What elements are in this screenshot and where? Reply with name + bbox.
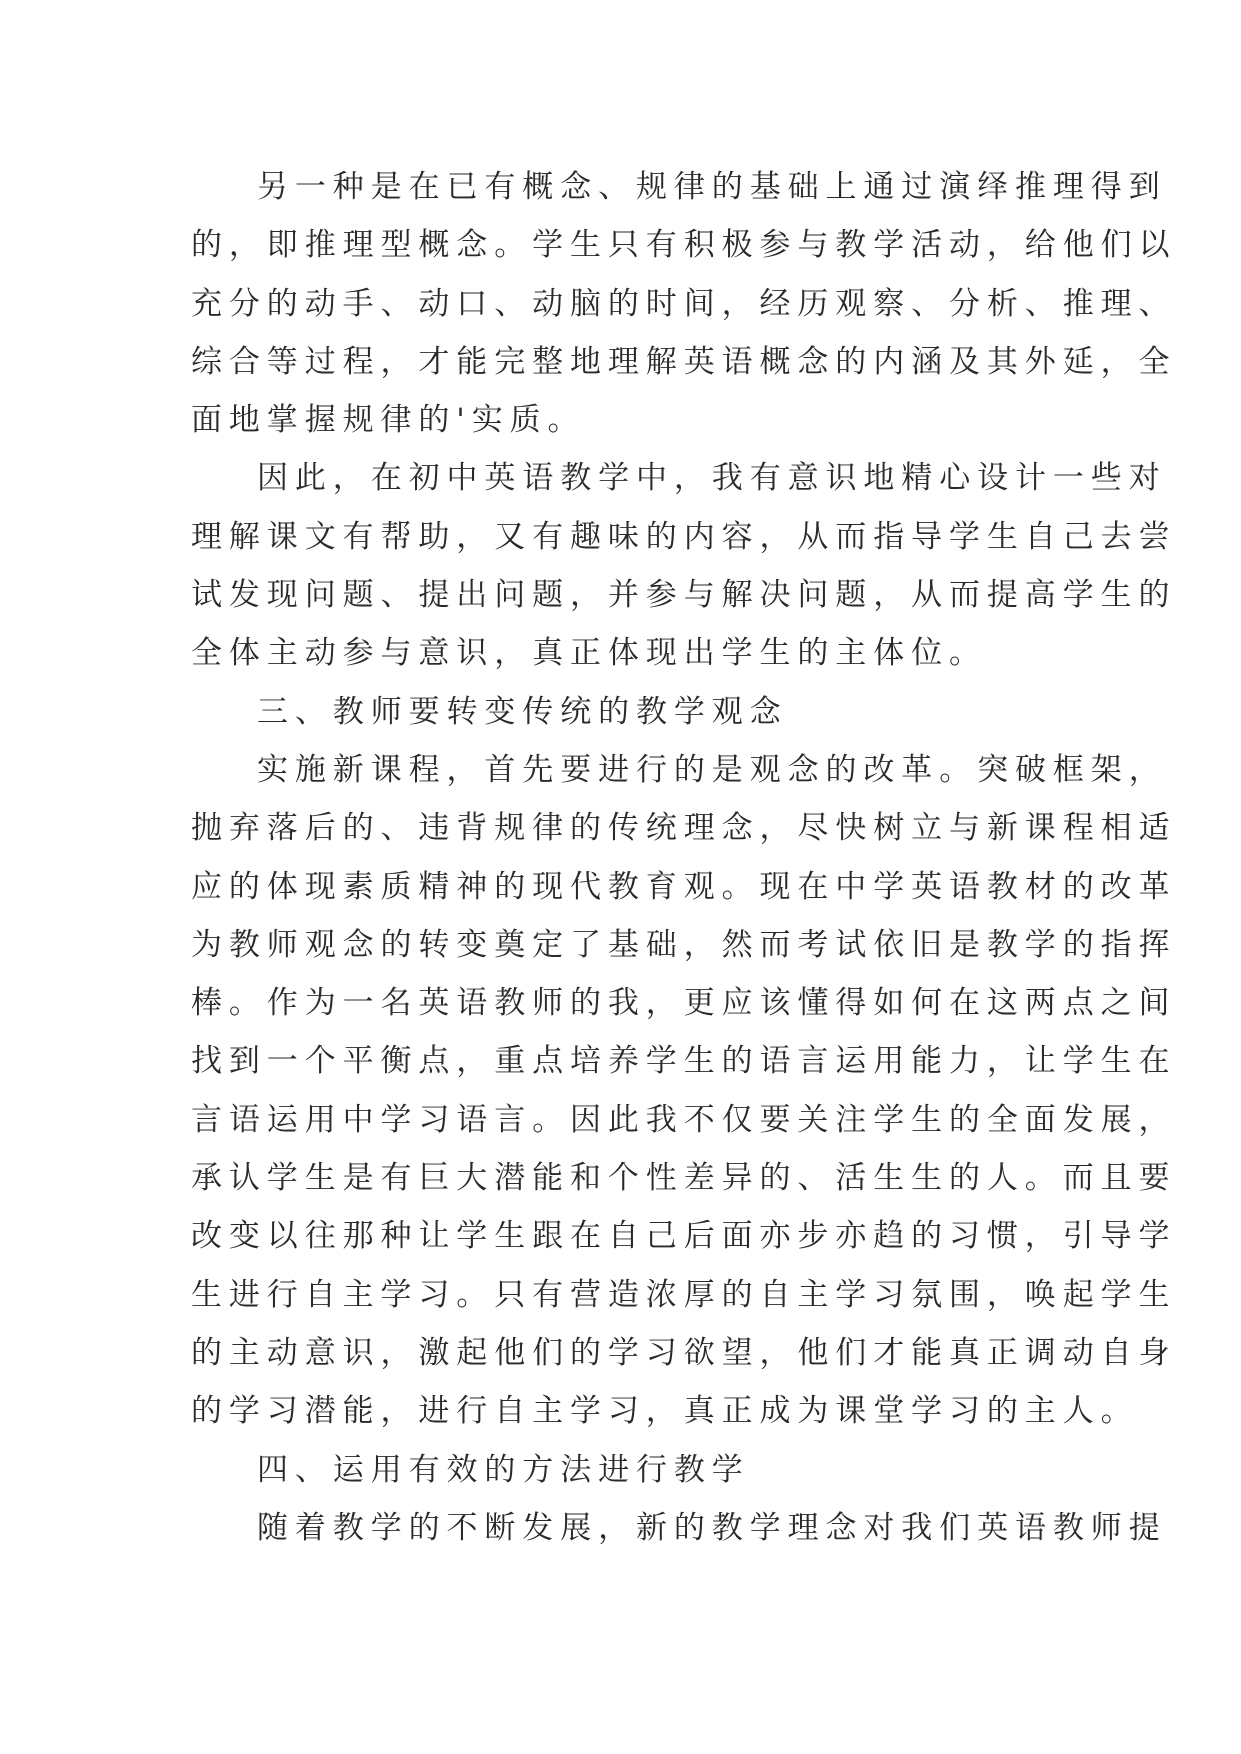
text-line: 的，即推理型概念。学生只有积极参与教学活动，给他们以	[191, 227, 1177, 264]
text-line: 实施新课程，首先要进行的是观念的改革。突破框架，	[257, 751, 1167, 788]
text-line: 试发现问题、提出问题，并参与解决问题，从而提高学生的	[191, 577, 1177, 614]
body-text	[191, 158, 1177, 1557]
text-line: 应的体现素质精神的现代教育观。现在中学英语教材的改革	[191, 868, 1177, 905]
text-line: 抛弃落后的、违背规律的传统理念，尽快树立与新课程相适	[191, 810, 1177, 847]
text-line: 找到一个平衡点，重点培养学生的语言运用能力，让学生在	[191, 1043, 1177, 1080]
text-line: 综合等过程，才能完整地理解英语概念的内涵及其外延，全	[191, 343, 1177, 380]
text-line: 的学习潜能，进行自主学习，真正成为课堂学习的主人。	[191, 1393, 1139, 1430]
text-line: 三、教师要转变传统的教学观念	[257, 693, 788, 730]
text-line: 生进行自主学习。只有营造浓厚的自主学习氛围，唤起学生	[191, 1276, 1177, 1313]
text-line: 全体主动参与意识，真正体现出学生的主体位。	[191, 635, 987, 672]
text-line: 为教师观念的转变奠定了基础，然而考试依旧是教学的指挥	[191, 926, 1177, 963]
text-line: 面地掌握规律的'实质。	[191, 402, 586, 439]
text-line: 改变以往那种让学生跟在自己后面亦步亦趋的习惯，引导学	[191, 1218, 1177, 1255]
text-line: 理解课文有帮助，又有趣味的内容，从而指导学生自己去尝	[191, 518, 1177, 555]
text-line: 四、运用有效的方法进行教学	[257, 1451, 750, 1488]
text-line: 棒。作为一名英语教师的我，更应该懂得如何在这两点之间	[191, 985, 1177, 1022]
text-line: 充分的动手、动口、动脑的时间，经历观察、分析、推理、	[191, 285, 1177, 322]
text-line: 随着教学的不断发展，新的教学理念对我们英语教师提	[257, 1509, 1167, 1546]
text-line: 的主动意识，激起他们的学习欲望，他们才能真正调动自身	[191, 1334, 1177, 1371]
text-line: 承认学生是有巨大潜能和个性差异的、活生生的人。而且要	[191, 1160, 1177, 1197]
text-line: 言语运用中学习语言。因此我不仅要关注学生的全面发展，	[191, 1101, 1177, 1138]
text-line: 因此，在初中英语教学中，我有意识地精心设计一些对	[257, 460, 1167, 497]
text-line: 另一种是在已有概念、规律的基础上通过演绎推理得到	[257, 169, 1167, 205]
